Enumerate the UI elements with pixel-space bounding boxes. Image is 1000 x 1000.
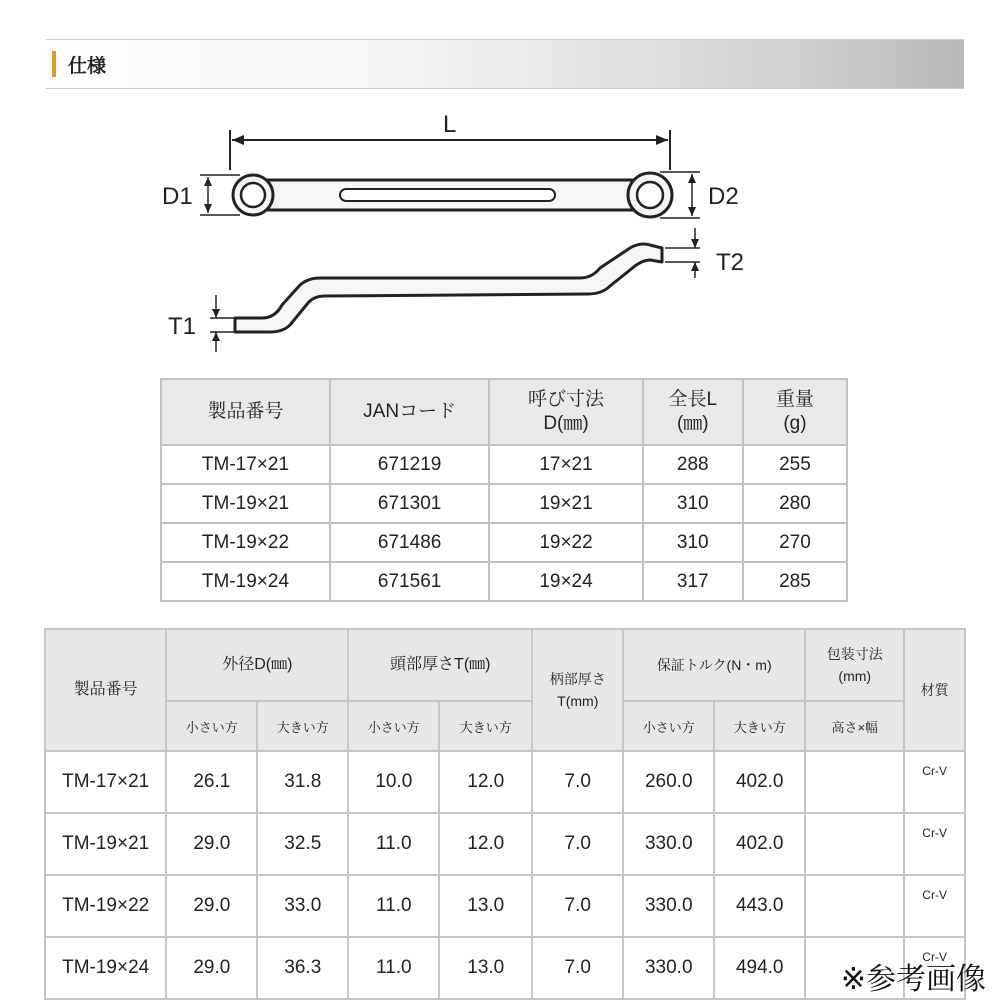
cell-torque-small: 330.0 xyxy=(623,937,714,999)
cell-product: TM-17×21 xyxy=(161,445,330,484)
wrench-top-view xyxy=(233,173,672,217)
cell-length: 310 xyxy=(643,484,743,523)
length-dimension xyxy=(230,111,670,170)
header-shank-thickness: 柄部厚さ T(mm) xyxy=(532,629,623,751)
cell-outer-large: 33.0 xyxy=(257,875,348,937)
header-total-length: 全長L (㎜) xyxy=(643,379,743,445)
cell-product: TM-19×21 xyxy=(45,813,166,875)
t1-dimension xyxy=(168,295,238,352)
header-head-thickness: 頭部厚さT(㎜) xyxy=(348,629,532,701)
cell-size: 19×24 xyxy=(489,562,642,601)
cell-shank: 7.0 xyxy=(532,813,623,875)
label-L: L xyxy=(443,111,457,138)
cell-weight: 280 xyxy=(743,484,847,523)
cell-weight: 285 xyxy=(743,562,847,601)
cell-torque-large: 402.0 xyxy=(714,813,805,875)
cell-outer-small: 29.0 xyxy=(166,937,257,999)
cell-product: TM-19×24 xyxy=(45,937,166,999)
label-T1: T1 xyxy=(168,313,197,340)
cell-product: TM-17×21 xyxy=(45,751,166,813)
label-D1: D1 xyxy=(162,183,193,210)
table-row xyxy=(161,445,847,484)
label-T2: T2 xyxy=(716,249,745,276)
cell-jan: 671301 xyxy=(330,484,489,523)
cell-length: 317 xyxy=(643,562,743,601)
cell-material: Cr-V xyxy=(904,937,965,999)
subheader-small: 小さい方 xyxy=(623,701,714,751)
table-subheader-row xyxy=(45,701,965,751)
cell-weight: 255 xyxy=(743,445,847,484)
table-header-row xyxy=(45,629,965,701)
header-guaranteed-torque: 保証トルク(N・m) xyxy=(623,629,805,701)
header-nominal-size: 呼び寸法 D(㎜) xyxy=(489,379,642,445)
cell-head-small: 11.0 xyxy=(348,813,439,875)
cell-outer-large: 32.5 xyxy=(257,813,348,875)
table-row xyxy=(161,523,847,562)
cell-size: 19×21 xyxy=(489,484,642,523)
table-row xyxy=(45,813,965,875)
cell-shank: 7.0 xyxy=(532,875,623,937)
cell-head-large: 12.0 xyxy=(439,813,532,875)
subheader-height-width: 高さ×幅 xyxy=(805,701,904,751)
reference-image-note: ※参考画像 xyxy=(840,962,986,997)
table-row xyxy=(45,937,965,999)
cell-length: 310 xyxy=(643,523,743,562)
cell-product: TM-19×22 xyxy=(161,523,330,562)
cell-length: 288 xyxy=(643,445,743,484)
cell-outer-large: 36.3 xyxy=(257,937,348,999)
cell-size: 19×22 xyxy=(489,523,642,562)
cell-package xyxy=(805,751,904,813)
cell-torque-large: 443.0 xyxy=(714,875,805,937)
cell-package xyxy=(805,875,904,937)
cell-jan: 671219 xyxy=(330,445,489,484)
t2-dimension xyxy=(665,228,744,278)
wrench-dimension-diagram xyxy=(140,100,840,370)
cell-outer-small: 29.0 xyxy=(166,813,257,875)
cell-outer-small: 29.0 xyxy=(166,875,257,937)
header-package-size: 包装寸法 (mm) xyxy=(805,629,904,701)
subheader-small: 小さい方 xyxy=(348,701,439,751)
header-product-number: 製品番号 xyxy=(161,379,330,445)
cell-head-small: 11.0 xyxy=(348,875,439,937)
table-row xyxy=(161,562,847,601)
cell-torque-large: 494.0 xyxy=(714,937,805,999)
table-row xyxy=(45,751,965,813)
header-jan-code: JANコード xyxy=(330,379,489,445)
cell-size: 17×21 xyxy=(489,445,642,484)
cell-product: TM-19×24 xyxy=(161,562,330,601)
subheader-small: 小さい方 xyxy=(166,701,257,751)
spec-table-detailed xyxy=(44,628,966,1000)
d1-dimension xyxy=(162,175,240,215)
wrench-side-view xyxy=(235,244,662,332)
cell-torque-small: 330.0 xyxy=(623,813,714,875)
header-outer-diameter: 外径D(㎜) xyxy=(166,629,348,701)
header-weight: 重量 (g) xyxy=(743,379,847,445)
cell-torque-small: 260.0 xyxy=(623,751,714,813)
subheader-large: 大きい方 xyxy=(714,701,805,751)
cell-product: TM-19×21 xyxy=(161,484,330,523)
cell-outer-small: 26.1 xyxy=(166,751,257,813)
cell-head-small: 10.0 xyxy=(348,751,439,813)
cell-material: Cr-V xyxy=(904,875,965,937)
spec-table-basic xyxy=(160,378,848,602)
cell-product: TM-19×22 xyxy=(45,875,166,937)
cell-torque-large: 402.0 xyxy=(714,751,805,813)
header-product-number: 製品番号 xyxy=(45,629,166,751)
header-material: 材質 xyxy=(904,629,965,751)
cell-head-small: 11.0 xyxy=(348,937,439,999)
cell-package xyxy=(805,813,904,875)
cell-shank: 7.0 xyxy=(532,751,623,813)
cell-material: Cr-V xyxy=(904,813,965,875)
cell-jan: 671561 xyxy=(330,562,489,601)
cell-torque-small: 330.0 xyxy=(623,875,714,937)
cell-outer-large: 31.8 xyxy=(257,751,348,813)
cell-material: Cr-V xyxy=(904,751,965,813)
table-row xyxy=(161,484,847,523)
label-D2: D2 xyxy=(708,183,739,210)
cell-jan: 671486 xyxy=(330,523,489,562)
cell-weight: 270 xyxy=(743,523,847,562)
accent-bar xyxy=(52,51,56,77)
cell-head-large: 13.0 xyxy=(439,875,532,937)
section-header xyxy=(46,39,964,89)
subheader-large: 大きい方 xyxy=(439,701,532,751)
cell-head-large: 13.0 xyxy=(439,937,532,999)
section-title: 仕様 xyxy=(68,55,107,77)
table-header-row xyxy=(161,379,847,445)
cell-head-large: 12.0 xyxy=(439,751,532,813)
subheader-large: 大きい方 xyxy=(257,701,348,751)
cell-shank: 7.0 xyxy=(532,937,623,999)
table-row xyxy=(45,875,965,937)
